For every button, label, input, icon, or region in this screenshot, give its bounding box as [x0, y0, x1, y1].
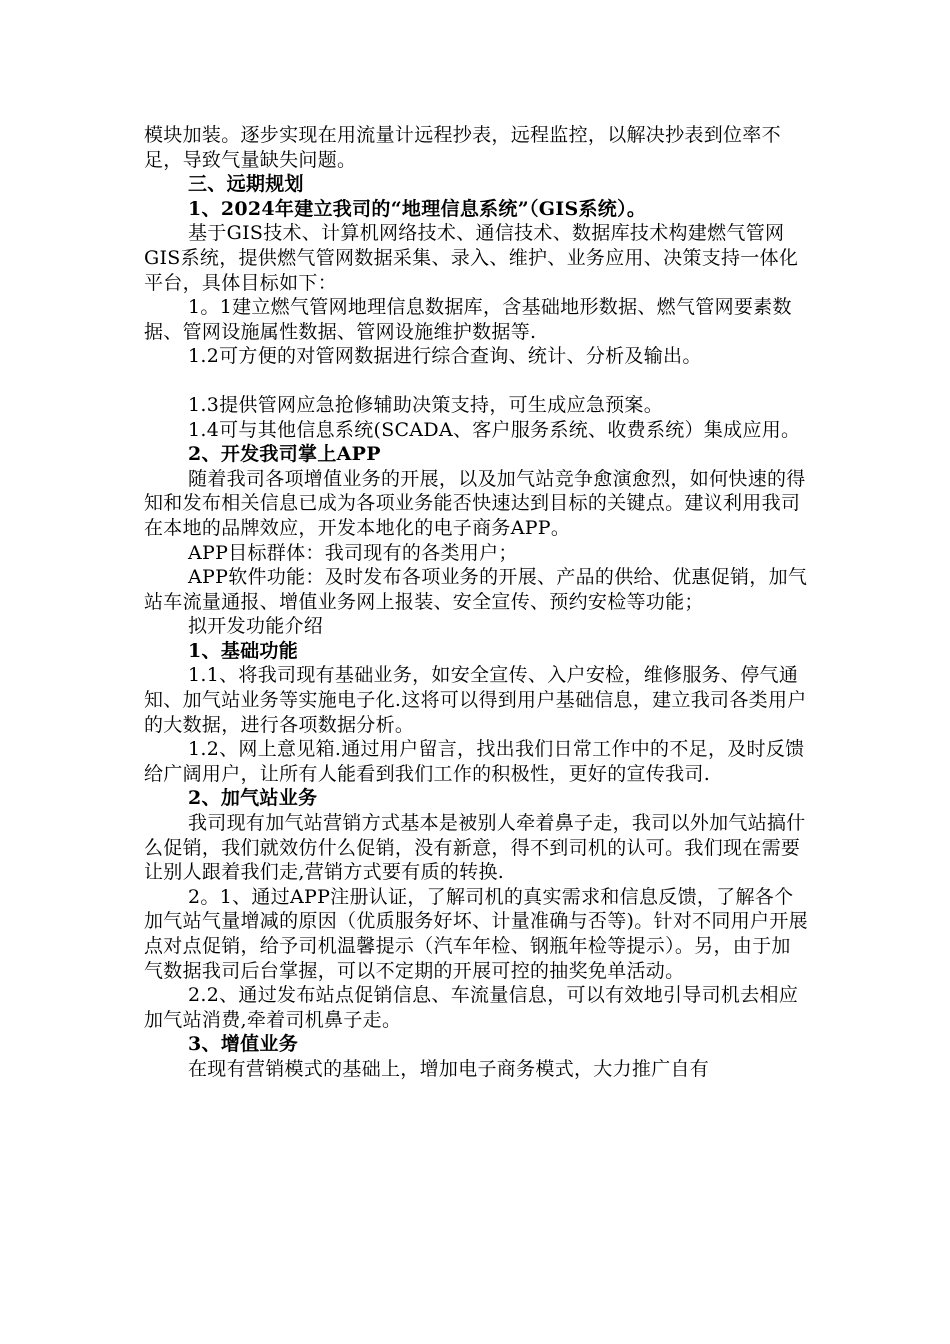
paragraph: 在现有营销模式的基础上，增加电子商务模式，大力推广自有 — [188, 1057, 710, 1080]
paragraph: 1。1建立燃气管网地理信息数据库，含基础地形数据、燃气管网要素数据、管网设施属性数据、管网设施维护数据等. — [144, 296, 792, 343]
blank-line — [144, 369, 809, 393]
document-body — [144, 123, 809, 1082]
paragraph: 2。1、通过APP注册认证，了解司机的真实需求和信息反馈，了解各个加气站气量增减的原因（优质服务好坏、计量准确与否等)。针对不同用户开展点对点促销，给予司机温馨提示（汽车年检、钢瓶年检等提示）。另，由于加气数据我司后台掌握，可以不定期的开展可控的抽奖免单活动。 — [144, 885, 808, 982]
paragraph: 1.2、网上意见箱.通过用户留言，找出我们日常工作中的不足，及时反馈给广阔用户，让所有人能看到我们工作的积极性，更好的宣传我司. — [144, 738, 805, 785]
paragraph: 2.2、通过发布站点促销信息、车流量信息，可以有效地引导司机去相应加气站消费,牵着司机鼻子走。 — [144, 984, 799, 1031]
paragraph: APP目标群体：我司现有的各类用户； — [188, 541, 518, 564]
section-heading: 三、远期规划 — [188, 173, 304, 196]
subsection-heading: 1、基础功能 — [188, 639, 299, 662]
subsection-heading: 2、加气站业务 — [188, 787, 318, 810]
paragraph: 拟开发功能介绍 — [188, 615, 324, 638]
subsection-heading: 2、开发我司掌上APP — [188, 443, 381, 466]
paragraph: 1.1、将我司现有基础业务，如安全宣传、入户安检，维修服务、停气通知、加气站业务等实施电子化.这将可以得到用户基础信息，建立我司各类用户的大数据，进行各项数据分析。 — [144, 664, 807, 736]
paragraph: 模块加装。逐步实现在用流量计远程抄表，远程监控，以解决抄表到位率不足，导致气量缺失问题。 — [144, 124, 781, 171]
paragraph: 1.2可方便的对管网数据进行综合查询、统计、分析及输出。 — [188, 345, 702, 368]
paragraph: 1.3提供管网应急抢修辅助决策支持，可生成应急预案。 — [188, 393, 664, 416]
paragraph: APP软件功能：及时发布各项业务的开展、产品的供给、优惠促销，加气站车流量通报、增值业务网上报装、安全宣传、预约安检等功能； — [144, 566, 808, 613]
paragraph: 随着我司各项增值业务的开展，以及加气站竞争愈演愈烈，如何快速的得知和发布相关信息已成为各项业务能否快速达到目标的关键点。建议利用我司在本地的品牌效应，开发本地化的电子商务APP。 — [144, 467, 806, 539]
subsection-heading: 3、增值业务 — [188, 1033, 299, 1056]
paragraph: 1.4可与其他信息系统(SCADA、客户服务系统、收费系统）集成应用。 — [188, 418, 801, 441]
paragraph: 基于GIS技术、计算机网络技术、通信技术、数据库技术构建燃气管网GIS系统，提供燃气管网数据采集、录入、维护、业务应用、决策支持一体化平台，具体目标如下： — [144, 222, 799, 294]
subsection-heading: 1、2024年建立我司的“地理信息系统”（GIS系统）。 — [188, 197, 647, 220]
paragraph: 我司现有加气站营销方式基本是被别人牵着鼻子走，我司以外加气站搞什么促销，我们就效仿什么促销，没有新意，得不到司机的认可。我们现在需要让别人跟着我们走,营销方式要有质的转换. — [144, 812, 806, 884]
